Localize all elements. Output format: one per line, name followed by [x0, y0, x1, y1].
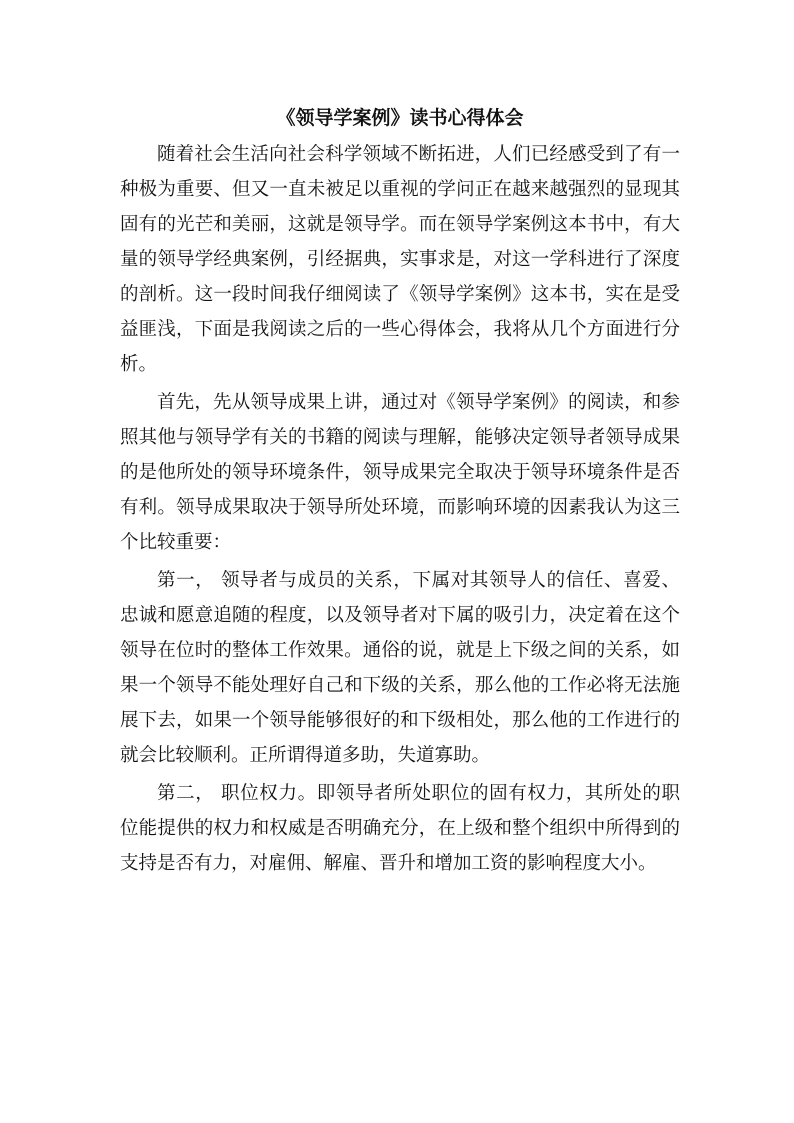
paragraph-first-point: 首先，先从领导成果上讲，通过对《领导学案例》的阅读，和参照其他与领导学有关的书籍的阅读与理解，能够决定领导者领导成果的是他所处的领导环境条件，领导成果完全取决于领导环境条件是否有利。领导成果取决于领导所处环境，而影响环境的因素我认为这三个比较重要： — [120, 392, 680, 553]
document-body — [120, 103, 680, 881]
paragraph-leader-member-relations: 第一， 领导者与成员的关系，下属对其领导人的信任、喜爱、忠诚和愿意追随的程度，以及领导者对下属的吸引力，决定着在这个领导在位时的整体工作效果。通俗的说，就是上下级之间的关系，如果一个领导不能处理好自己和下级的关系，那么他的工作必将无法施展下去，如果一个领导能够很好的和下级相处，那么他的工作进行的就会比较顺利。正所谓得道多助，失道寡助。 — [120, 570, 680, 766]
paragraph-position-power: 第二， 职位权力。即领导者所处职位的固有权力，其所处的职位能提供的权力和权威是否明确充分，在上级和整个组织中所得到的支持是否有力，对雇佣、解雇、晋升和增加工资的影响程度大小。 — [120, 783, 680, 874]
paragraph-intro: 随着社会生活向社会科学领域不断拓进，人们已经感受到了有一种极为重要、但又一直未被足以重视的学问正在越来越强烈的显现其固有的光芒和美丽，这就是领导学。而在领导学案例这本书中，有大量的领导学经典案例，引经据典，实事求是，对这一学科进行了深度的剖析。这一段时间我仔细阅读了《领导学案例》这本书，实在是受益匪浅，下面是我阅读之后的一些心得体会，我将从几个方面进行分析。 — [120, 144, 680, 375]
document-title: 《领导学案例》读书心得体会 — [276, 107, 524, 129]
